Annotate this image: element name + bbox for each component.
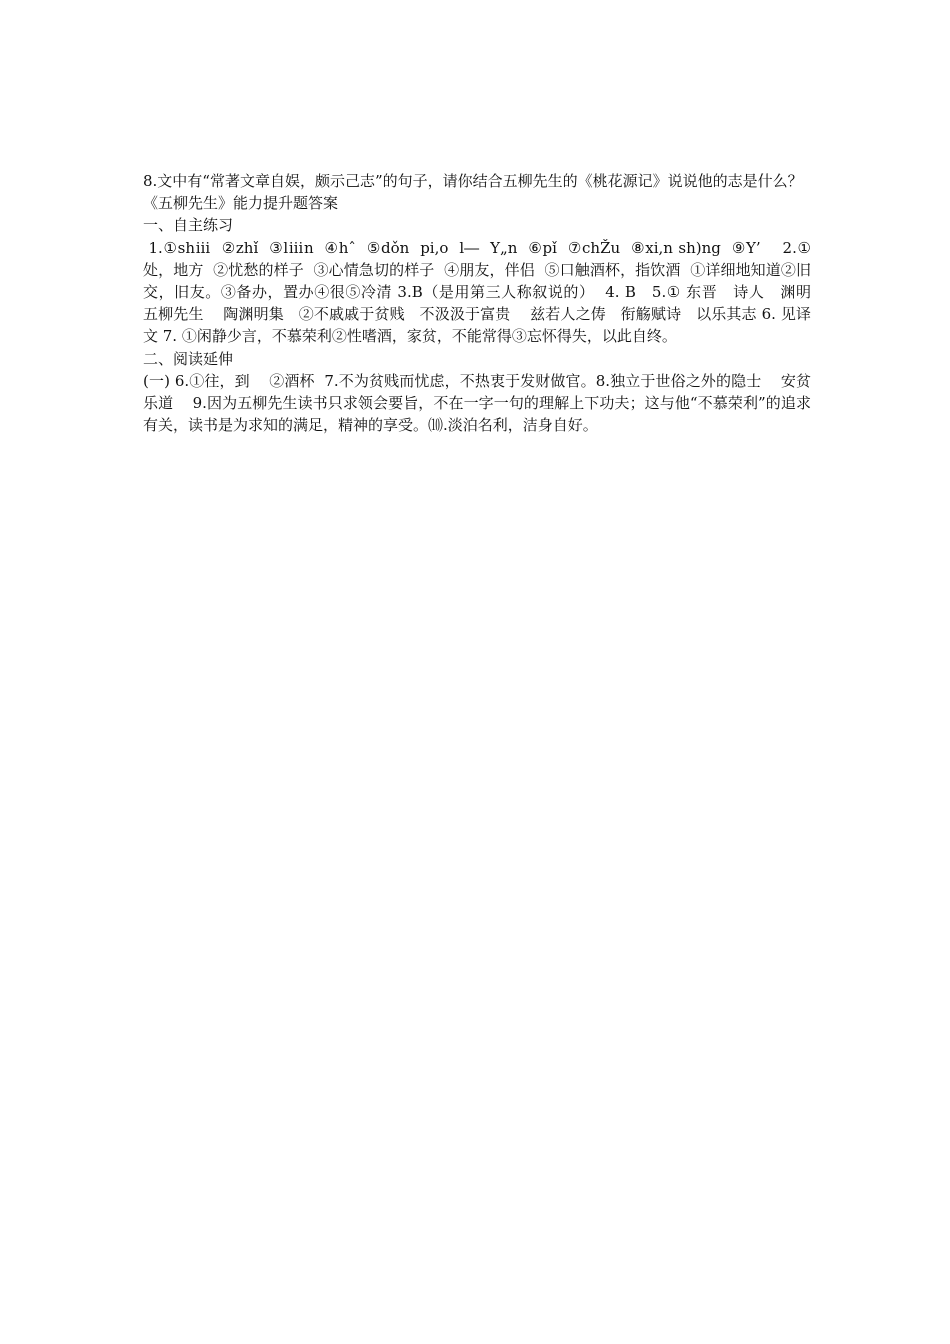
section-2-heading: 二、阅读延伸 (143, 349, 234, 368)
question-8: 8.文中有“常著文章自娱，颇示己志”的句子，请你结合五柳先生的《桃花源记》说说他的志是什么？ (143, 172, 803, 190)
section-1-answers: 1.①shⅲ ②zhǐ ③lⅲn ④hˆ ⑤dǒn pi,o l― Y„n ⑥pǐ ⑦chŽu ⑧xi,n sh)ng ⑨Y’ 2.① 处，地方 ②忧愁的样子 ③心情急切的样子 ④朋友，伴侣 ⑤口触酒杯，指饮酒 ①详细地知道②旧交，旧友。③备办，置办④很⑤冷清 3.B（是用第三人称叙说的） 4. B 5.① 东晋 诗人 渊明 五柳先生 陶渊明集 ②不戚戚于贫贱 不汲汲于富贵 兹若人之俦 衔觞赋诗 以乐其志 6. 见译文 7. ①闲静少言，不慕荣利②性嗜酒，家贫，不能常得③忘怀得失，以此自终。 (143, 238, 826, 346)
section-2-answers: (一) 6.①往，到 ②酒杯 7.不为贫贱而忧虑，不热衷于发财做官。8.独立于世俗之外的隐士 安贫乐道 9.因为五柳先生读书只求领会要旨，不在一字一句的理解上下功夫；这与他“不慕荣利”的追求有关，读书是为求知的满足，精神的享受。⑽.淡泊名利，洁身自好。 (143, 371, 811, 435)
answers-title: 《五柳先生》能力提升题答案 (143, 194, 339, 213)
document-body (143, 170, 826, 436)
section-1-heading: 一、自主练习 (143, 216, 234, 235)
